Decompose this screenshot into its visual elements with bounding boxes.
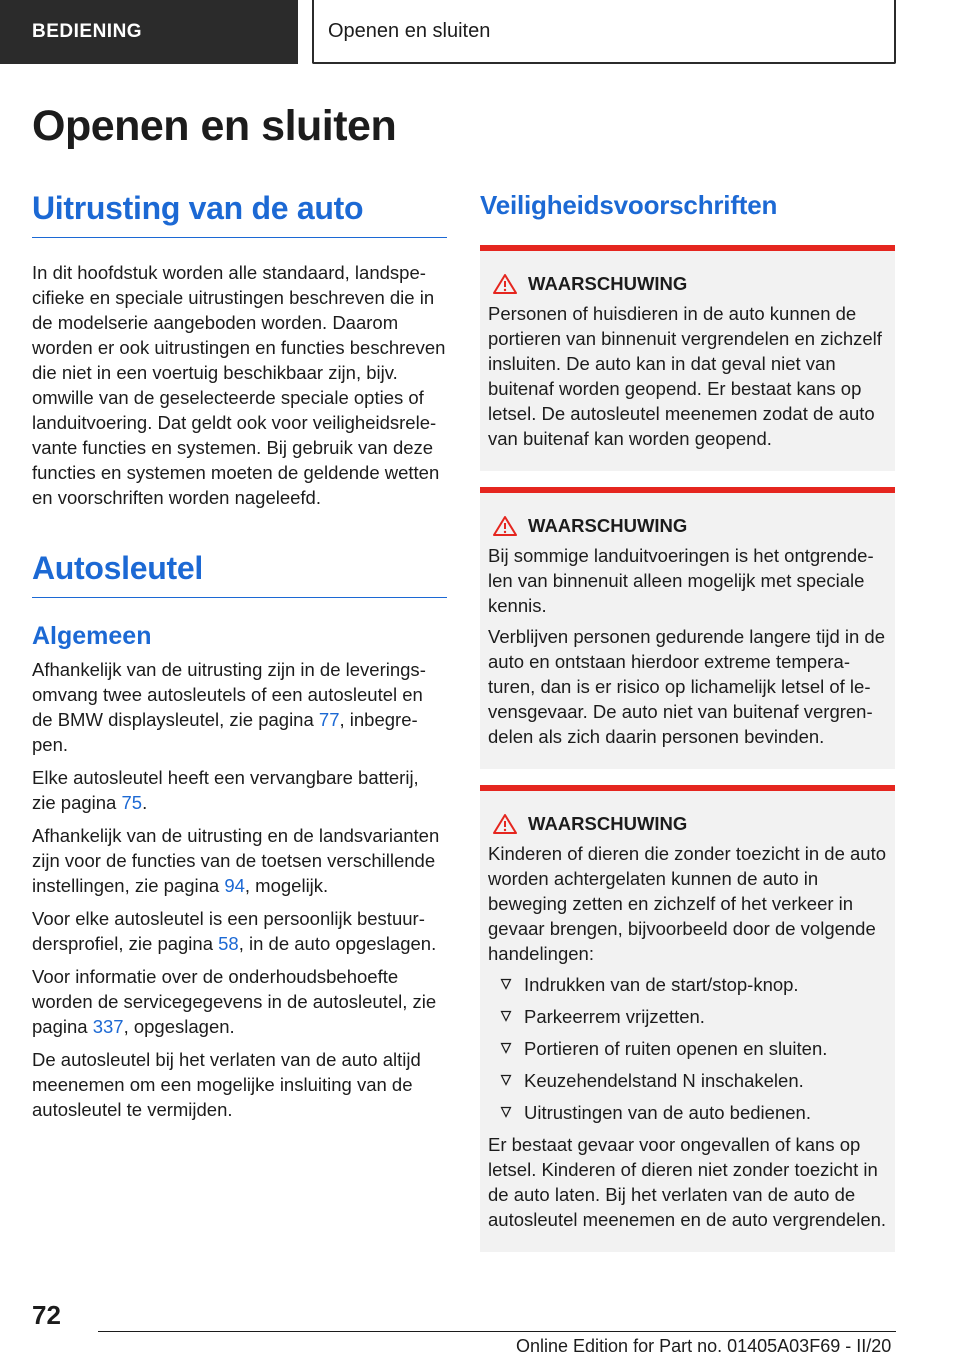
key-heading: Autosleutel xyxy=(32,550,447,598)
key-paragraph-1 xyxy=(32,657,447,757)
warning-box-1 xyxy=(480,245,895,471)
key-p2-text-b: . xyxy=(142,792,148,813)
key-p4-text-a: Voor elke autosleutel is een persoonlijk bestuurdersprofiel, zie pagina xyxy=(32,908,425,954)
equipment-text: In dit hoofdstuk worden alle standaard, landspecifieke en speciale uitrustingen beschreven die in de modelserie aangeboden worden. Daarom worden er ook uitrustingen en functies beschreven die niet in een voertuig beschikbaar zijn, bijv. omwille van de geselecteerde speciale opties of landuitvoering. Dat geldt ook voor veiligheidsrelevante functies en systemen. Bij gebruik van deze functies en systemen moeten de geldende wetten en voorschriften worden nageleefd. xyxy=(32,262,446,508)
footer-divider xyxy=(98,1331,896,1332)
key-p1-text-b: , inbegrepen. xyxy=(32,709,418,755)
key-p3-text-b: , mogelijk. xyxy=(244,875,329,896)
warning-label: WAARSCHUWING xyxy=(528,515,688,536)
list-item xyxy=(488,1100,887,1125)
key-paragraph-2 xyxy=(32,765,447,815)
warning-3-text-1: Kinderen of dieren die zonder toezicht in de auto worden achtergelaten kunnen de auto in beweging zetten en zichzelf of het verkeer in gevaar brengen, bijvoorbeeld door de volgende handelingen: xyxy=(488,843,887,964)
header-chapter-tab xyxy=(312,0,896,64)
list-item xyxy=(488,1004,887,1029)
header-chapter-label: Openen en sluiten xyxy=(328,19,491,42)
warning-label: WAARSCHUWING xyxy=(528,273,688,294)
general-subheading: Algemeen xyxy=(32,622,152,650)
warning-1-text: Personen of huisdieren in de auto kunnen de portieren van binnenuit vergrendelen en zichzelf insluiten. De auto kan in dat geval niet van buitenaf worden geopend. Er bestaat kans op letsel. De autosleutel meenemen zodat de auto van buitenaf kan worden geopend. xyxy=(488,303,882,449)
warning-box-2 xyxy=(480,487,895,769)
bullet-triangle-icon xyxy=(500,1106,512,1118)
page-link-94[interactable]: 94 xyxy=(224,875,245,896)
list-item-text: Keuzehendelstand N inschakelen. xyxy=(524,1070,804,1091)
warning-3-text-2: Er bestaat gevaar voor ongevallen of kans op letsel. Kinderen of dieren niet zonder toezicht in de auto laten. Bij het verlaten van de auto de autosleutel meenemen en de auto vergrendelen. xyxy=(488,1134,887,1230)
list-item xyxy=(488,1036,887,1061)
key-paragraph-3 xyxy=(32,823,447,898)
warning-triangle-icon xyxy=(492,813,518,835)
warning-box-3 xyxy=(480,785,895,1252)
list-item xyxy=(488,1068,887,1093)
warning-2-text-1: Bij sommige landuitvoeringen is het ontgrendelen van binnenuit alleen mogelijk met speciale kennis. xyxy=(488,545,874,616)
key-p5-text-b: , opgeslagen. xyxy=(123,1016,235,1037)
right-column xyxy=(480,190,895,1252)
bullet-triangle-icon xyxy=(500,978,512,990)
bullet-triangle-icon xyxy=(500,1042,512,1054)
equipment-heading: Uitrusting van de auto xyxy=(32,190,447,238)
list-item-text: Parkeerrem vrijzetten. xyxy=(524,1006,705,1027)
bullet-triangle-icon xyxy=(500,1074,512,1086)
list-item-text: Indrukken van de start/stop-knop. xyxy=(524,974,799,995)
key-paragraph-4 xyxy=(32,906,447,956)
bullet-triangle-icon xyxy=(500,1010,512,1022)
header-section-tab xyxy=(0,0,298,64)
key-p1-text-a: Afhankelijk van de uitrusting zijn in de leveringsomvang twee autosleutels of een autosleutel en de BMW displaysleutel, zie pagina xyxy=(32,659,426,730)
page-title: Openen en sluiten xyxy=(32,102,397,150)
warning-triangle-icon xyxy=(492,515,518,537)
list-item xyxy=(488,972,887,997)
key-p3-text-a: Afhankelijk van de uitrusting en de landsvarianten zijn voor de functies van de toetsen verschillende instellingen, zie pagina xyxy=(32,825,440,896)
key-paragraph-6: De autosleutel bij het verlaten van de auto altijd meenemen om een mogelijke insluiting van de autosleutel te vermijden. xyxy=(32,1049,421,1120)
warning-header xyxy=(488,515,887,537)
footer-edition: Online Edition for Part no. 01405A03F69 - II/20 xyxy=(516,1336,892,1356)
key-p4-text-b: , in de auto opgeslagen. xyxy=(238,933,437,954)
header-section-label: BEDIENING xyxy=(32,21,143,42)
warning-triangle-icon xyxy=(492,273,518,295)
page-link-337[interactable]: 337 xyxy=(92,1016,124,1037)
warning-2-text-2: Verblijven personen gedurende langere tijd in de auto en ontstaan hierdoor extreme temperaturen, dan is er risico op lichamelijk letsel of levensgevaar. De auto niet van buitenaf vergrendelen als zich daarin personen bevinden. xyxy=(488,626,886,747)
key-p5-text-a: Voor informatie over de onderhoudsbehoefte worden de servicegegevens in de autosleutel, zie pagina xyxy=(32,966,437,1037)
warning-label: WAARSCHUWING xyxy=(528,813,688,834)
warning-3-list xyxy=(488,972,887,1125)
warning-header xyxy=(488,273,887,295)
page-link-77[interactable]: 77 xyxy=(318,709,340,730)
list-item-text: Portieren of ruiten openen en sluiten. xyxy=(524,1038,828,1059)
page-link-58[interactable]: 58 xyxy=(218,933,239,954)
page-number: 72 xyxy=(32,1300,61,1330)
safety-heading: Veiligheidsvoorschriften xyxy=(480,190,778,220)
key-p2-text-a: Elke autosleutel heeft een vervangbare batterij, zie pagina xyxy=(32,767,419,813)
page-link-75[interactable]: 75 xyxy=(121,792,143,813)
key-paragraph-5 xyxy=(32,964,447,1039)
warning-header xyxy=(488,813,887,835)
left-column xyxy=(32,190,447,1122)
list-item-text: Uitrustingen van de auto bedienen. xyxy=(524,1102,811,1123)
